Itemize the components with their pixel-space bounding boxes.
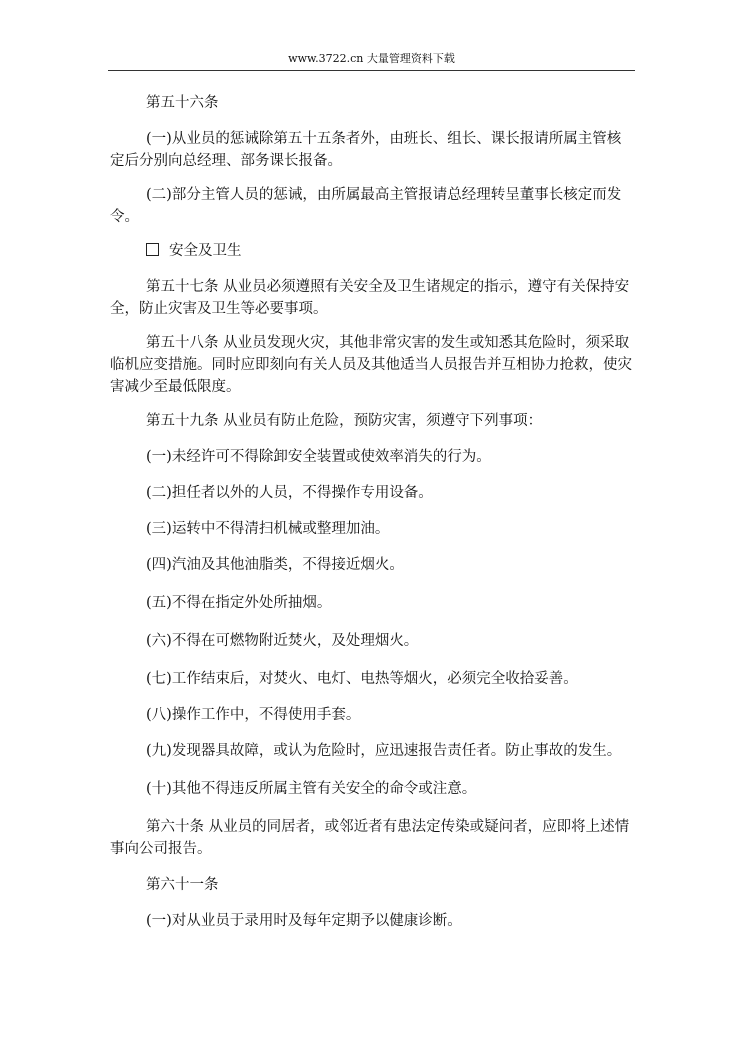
article-56-heading: 第五十六条 xyxy=(146,95,219,111)
list-item: (五)不得在指定外处所抽烟。 xyxy=(146,595,332,611)
list-item: (八)操作工作中，不得使用手套。 xyxy=(146,707,361,723)
paragraph: (一)从业员的惩诫除第五十五条者外，由班长、组长、课长报请所属主管核定后分别向总经理、部务课长报备。 xyxy=(110,131,622,169)
list-item: (二)担任者以外的人员，不得操作专用设备。 xyxy=(146,485,433,501)
list-item: (六)不得在可燃物附近焚火，及处理烟火。 xyxy=(146,633,419,649)
list-item: (四)汽油及其他油脂类，不得接近烟火。 xyxy=(146,557,404,573)
list-item: (一)对从业员于录用时及每年定期予以健康诊断。 xyxy=(146,913,462,929)
article-61-heading: 第六十一条 xyxy=(146,877,219,893)
list-item: (三)运转中不得清扫机械或整理加油。 xyxy=(146,521,390,537)
list-item: (一)未经许可不得除卸安全装置或使效率消失的行为。 xyxy=(146,449,491,465)
list-item: (九)发现器具故障，或认为危险时，应迅速报告责任者。防止事故的发生。 xyxy=(146,743,622,759)
list-item: (七)工作结束后，对焚火、电灯、电热等烟火，必须完全收拾妥善。 xyxy=(146,671,578,687)
article-58: 第五十八条 从业员发现火灾，其他非常灾害的发生或知悉其危险时，须采取临机应变措施。同时应即刻向有关人员及其他适当人员报告并互相协力抢救，使灾害减少至最低限度。 xyxy=(110,335,632,395)
article-60: 第六十条 从业员的同居者，或邻近者有患法定传染或疑问者，应即将上述情事向公司报告。 xyxy=(110,819,630,857)
list-item: (十)其他不得违反所属主管有关安全的命令或注意。 xyxy=(146,781,477,797)
section-title: 安全及卫生 xyxy=(169,243,242,259)
article-57: 第五十七条 从业员必须遵照有关安全及卫生诸规定的指示，遵守有关保持安全，防止灾害及卫生等必要事项。 xyxy=(110,279,630,317)
checkbox-square-icon xyxy=(146,243,159,256)
paragraph: (二)部分主管人员的惩诫，由所属最高主管报请总经理转呈董事长核定而发令。 xyxy=(110,187,622,225)
article-59: 第五十九条 从业员有防止危险，预防灾害，须遵守下列事项： xyxy=(146,413,543,429)
section-heading-safety xyxy=(110,240,634,262)
page-header: www.3722.cn 大量管理资料下载 xyxy=(108,50,635,71)
